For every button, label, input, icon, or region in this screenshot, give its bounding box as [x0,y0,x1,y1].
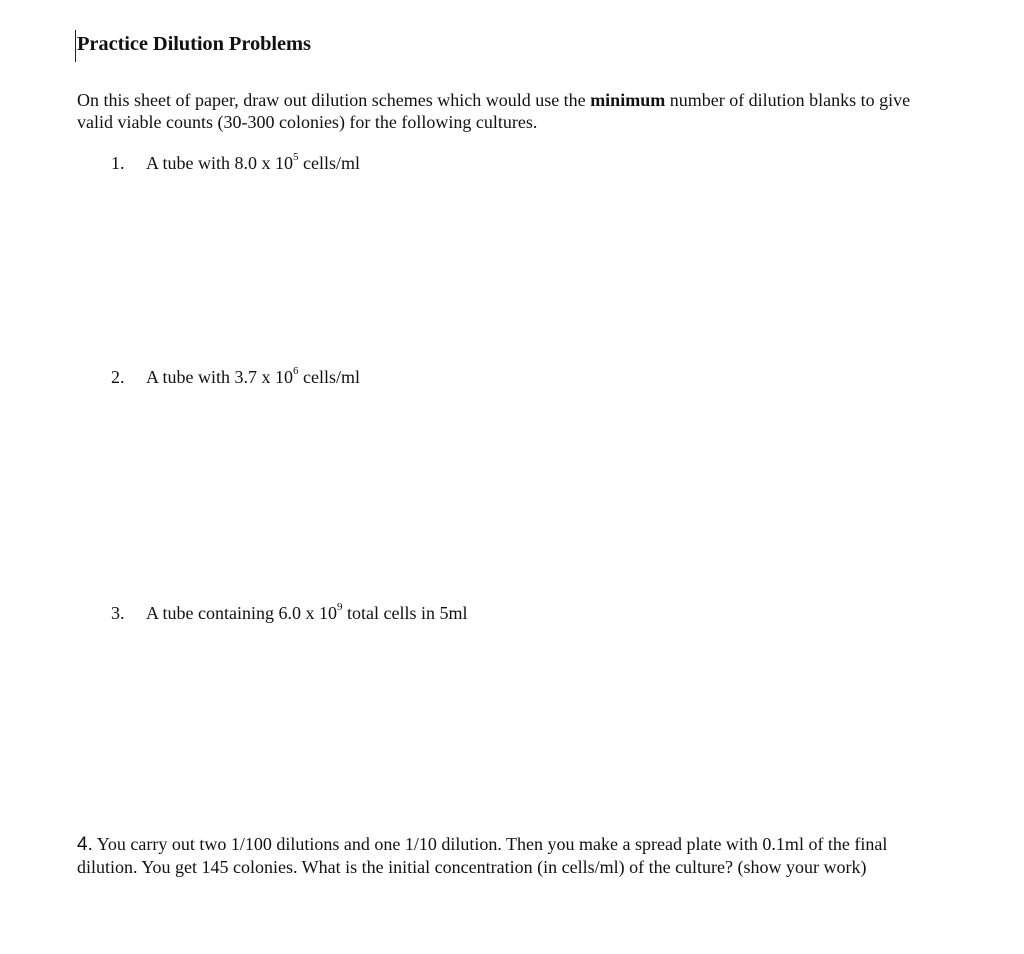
intro-bold-word: minimum [590,90,666,110]
page-title: Practice Dilution Problems [77,33,311,55]
problem-3 [111,603,467,624]
problem-text: A tube containing 6.0 x 10 [146,603,337,623]
problem-text: A tube with 8.0 x 10 [146,153,293,173]
question-4 [77,833,937,878]
problem-exponent: 5 [293,151,299,163]
problem-text: A tube with 3.7 x 10 [146,367,293,387]
problem-2 [111,367,360,388]
intro-text-start: On this sheet of paper, draw out dilution schemes which would use the [77,90,591,110]
problem-number: 1. [111,153,125,173]
problem-exponent: 9 [336,601,343,613]
problem-number: 2. [111,367,125,387]
intro-paragraph [77,89,917,133]
problem-number: 3. [111,603,125,623]
problem-text-end: cells/ml [298,367,360,387]
text-cursor [75,30,76,62]
problem-text-end: total cells in 5ml [342,603,468,623]
problem-exponent: 6 [293,365,299,377]
problem-1 [111,153,360,174]
question-number: 4. [77,834,93,855]
intro-text-end: number of dilution blanks to give valid viable counts (30-300 colonies) for the following cultures. [77,90,911,132]
problem-text-end: cells/ml [298,153,360,173]
question-text: You carry out two 1/100 dilutions and one 1/10 dilution. Then you make a spread plate with 0.1ml of the final dilution. You get 145 colonies. What is the initial concentration (in cells/ml) of the culture? (show your work) [77,834,888,877]
